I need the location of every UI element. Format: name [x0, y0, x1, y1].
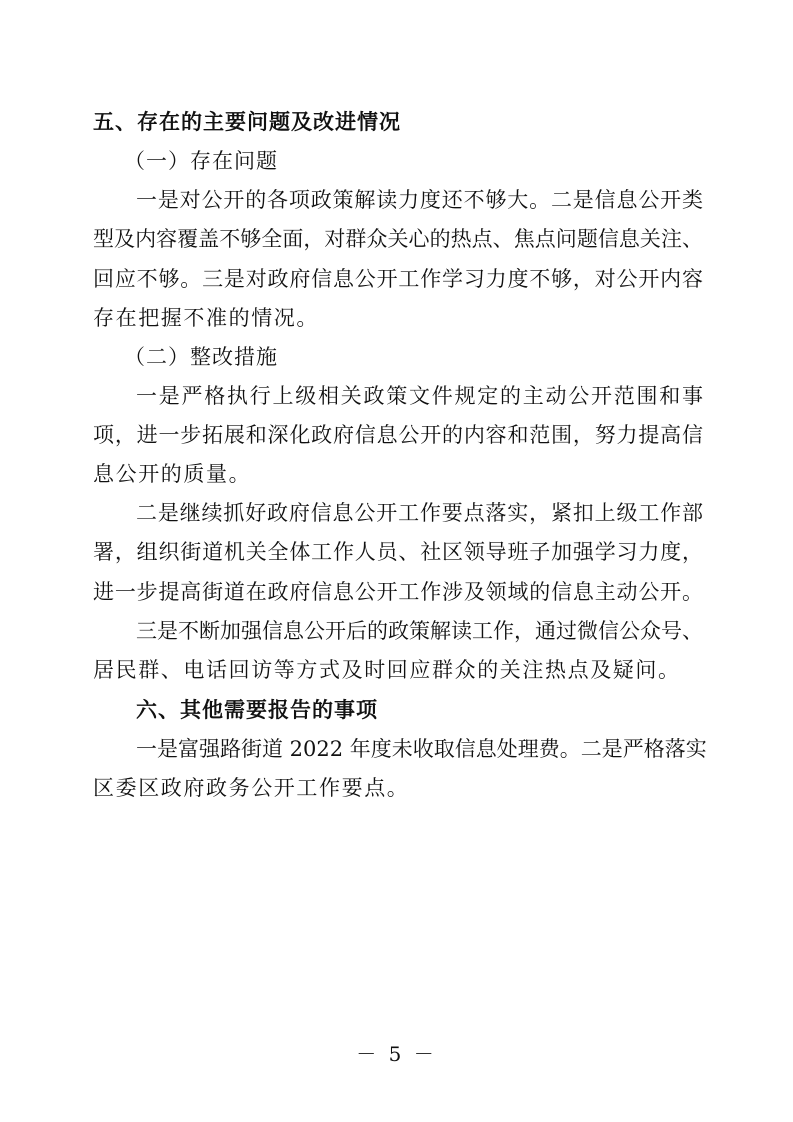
section-6-heading: 六、其他需要报告的事项	[136, 698, 378, 722]
paragraph-line: 一是严格执行上级相关政策文件规定的主动公开范围和事	[136, 384, 703, 408]
paragraph-line: 型及内容覆盖不够全面，对群众关心的热点、焦点问题信息关注、	[93, 227, 703, 251]
paragraph-line: 一是富强路街道 2022 年度未收取信息处理费。二是严格落实	[136, 737, 707, 761]
paragraph-line: 息公开的质量。	[93, 462, 252, 486]
paragraph-line: 回应不够。三是对政府信息公开工作学习力度不够，对公开内容	[93, 267, 703, 291]
paragraph-line: 存在把握不准的情况。	[93, 306, 319, 330]
paragraph-line: 居民群、电话回访等方式及时回应群众的关注热点及疑问。	[93, 658, 681, 682]
paragraph-line: 区委区政府政务公开工作要点。	[93, 776, 410, 800]
subsection-1-heading: （一）存在问题	[124, 149, 278, 173]
paragraph-line: 项，进一步拓展和深化政府信息公开的内容和范围，努力提高信	[93, 423, 703, 447]
section-5-heading: 五、存在的主要问题及改进情况	[93, 110, 401, 134]
paragraph-line: 二是继续抓好政府信息公开工作要点落实，紧扣上级工作部	[136, 501, 703, 525]
paragraph-line: 署，组织街道机关全体工作人员、社区领导班子加强学习力度，	[93, 540, 703, 564]
paragraph-line: 三是不断加强信息公开后的政策解读工作，通过微信公众号、	[136, 619, 703, 643]
paragraph-line: 进一步提高街道在政府信息公开工作涉及领域的信息主动公开。	[93, 580, 703, 604]
subsection-2-heading: （二）整改措施	[124, 345, 278, 369]
paragraph-line: 一是对公开的各项政策解读力度还不够大。二是信息公开类	[136, 188, 703, 212]
page-number: － 5 －	[356, 1042, 437, 1066]
